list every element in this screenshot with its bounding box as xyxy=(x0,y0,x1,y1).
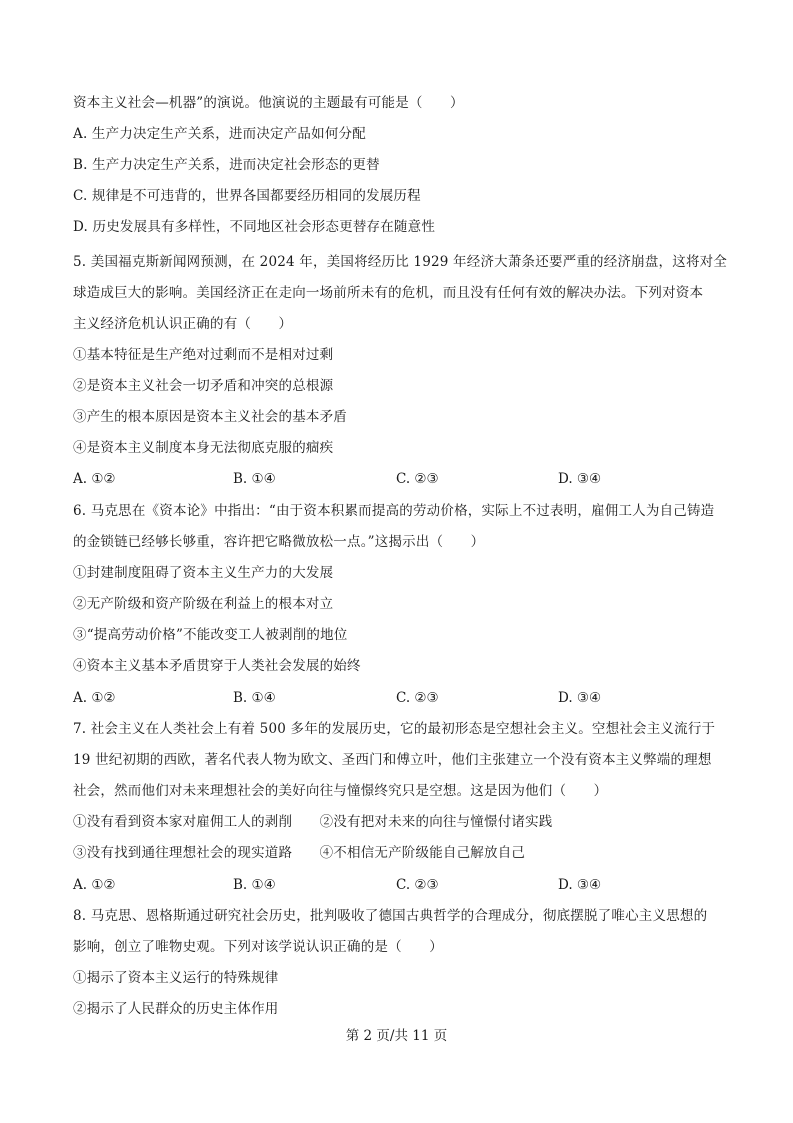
question-7-line: 7. 社会主义在人类社会上有着 500 多年的发展历史，它的最初形态是空想社会主义。空想社会主义流行于 xyxy=(73,721,716,737)
question-8-line: 影响，创立了唯物史观。下列对该学说认识正确的是（ ） xyxy=(73,939,443,955)
statement: ④是资本主义制度本身无法彻底克服的痼疾 xyxy=(73,440,334,456)
option-a: A. ①② xyxy=(73,690,116,706)
option-b: B. ①④ xyxy=(233,471,276,487)
statement: ④资本主义基本矛盾贯穿于人类社会发展的始终 xyxy=(73,658,361,674)
question-5-line: 5. 美国福克斯新闻网预测，在 2024 年，美国将经历比 1929 年经济大萧条还要严重的经济崩盘，这将对全 xyxy=(73,254,728,270)
option-d: D. ③④ xyxy=(558,877,602,893)
text-line: 资本主义社会—机器”的演说。他演说的主题最有可能是（ ） xyxy=(73,95,464,111)
question-8-line: 8. 马克思、恩格斯通过研究社会历史，批判吸收了德国古典哲学的合理成分，彻底摆脱了唯心主义思想的 xyxy=(73,908,708,924)
answer-choice: B. 生产力决定生产关系，进而决定社会形态的更替 xyxy=(73,157,380,173)
option-d: D. ③④ xyxy=(558,690,602,706)
question-7-line: 社会，然而他们对未来理想社会的美好向往与憧憬终究只是空想。这是因为他们（ ） xyxy=(73,783,608,799)
question-6-line: 的金锁链已经够长够重，容许把它略微放松一点。”这揭示出（ ） xyxy=(73,534,485,550)
statement: ②无产阶级和资产阶级在利益上的根本对立 xyxy=(73,596,334,612)
option-c: C. ②③ xyxy=(396,877,439,893)
option-a: A. ①② xyxy=(73,877,116,893)
option-a: A. ①② xyxy=(73,471,116,487)
option-c: C. ②③ xyxy=(396,471,439,487)
statement: ③产生的根本原因是资本主义社会的基本矛盾 xyxy=(73,409,347,425)
statement: ①没有看到资本家对雇佣工人的剥削 ②没有把对未来的向往与憧憬付诸实践 xyxy=(73,814,553,830)
statement: ①揭示了资本主义运行的特殊规律 xyxy=(73,970,279,986)
question-5-line: 球造成巨大的影响。美国经济正在走向一场前所未有的危机，而且没有任何有效的解决办法。下列对资本 xyxy=(73,285,704,301)
statement: ①封建制度阻碍了资本主义生产力的大发展 xyxy=(73,565,334,581)
statement: ③没有找到通往理想社会的现实道路 ④不相信无产阶级能自己解放自己 xyxy=(73,845,526,861)
question-7-line: 19 世纪初期的西欧，著名代表人物为欧文、圣西门和傅立叶，他们主张建立一个没有资本主义弊端的理想 xyxy=(73,752,712,768)
answer-choice: C. 规律是不可违背的，世界各国都要经历相同的发展历程 xyxy=(73,188,421,204)
option-b: B. ①④ xyxy=(233,690,276,706)
option-b: B. ①④ xyxy=(233,877,276,893)
statement: ②揭示了人民群众的历史主体作用 xyxy=(73,1001,279,1017)
answer-choice: D. 历史发展具有多样性，不同地区社会形态更替存在随意性 xyxy=(73,219,436,235)
option-c: C. ②③ xyxy=(396,690,439,706)
statement: ①基本特征是生产绝对过剩而不是相对过剩 xyxy=(73,347,334,363)
statement: ③“提高劳动价格”不能改变工人被剥削的地位 xyxy=(73,627,348,643)
question-5-line: 主义经济危机认识正确的有（ ） xyxy=(73,316,293,332)
statement: ②是资本主义社会一切矛盾和冲突的总根源 xyxy=(73,378,334,394)
option-d: D. ③④ xyxy=(558,471,602,487)
page-number-footer: 第 2 页/共 11 页 xyxy=(345,1028,448,1044)
answer-choice: A. 生产力决定生产关系，进而决定产品如何分配 xyxy=(73,126,366,142)
question-6-line: 6. 马克思在《资本论》中指出：“由于资本积累而提高的劳动价格，实际上不过表明，雇佣工人为自己铸造 xyxy=(73,503,715,519)
